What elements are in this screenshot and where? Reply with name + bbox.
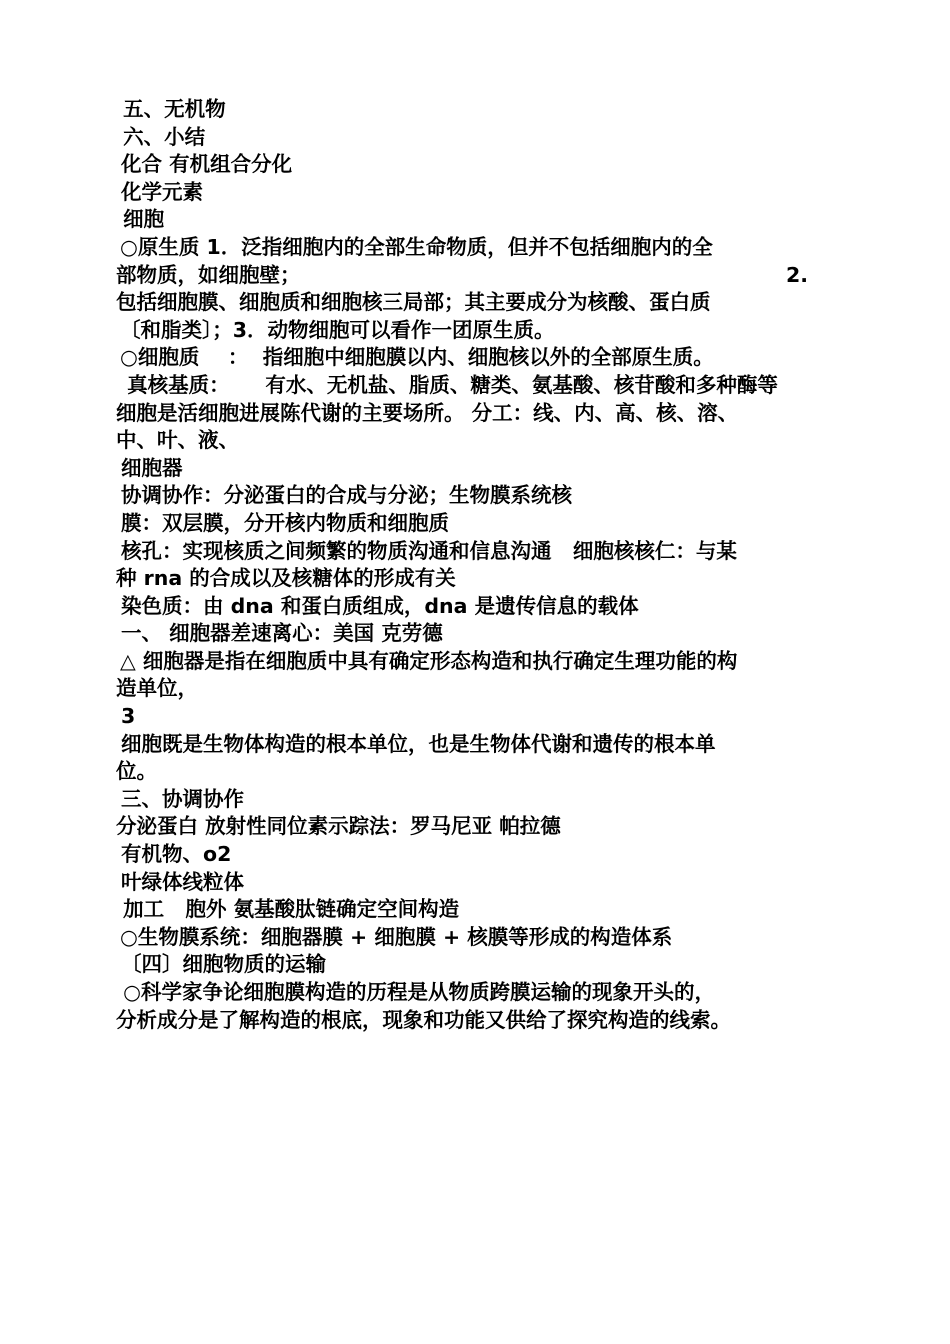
text-line: 分析成分是了解构造的根底，现象和功能又供给了探究构造的线索。 bbox=[116, 1007, 731, 1032]
text-line: 有机物、o2 bbox=[121, 842, 232, 867]
text-segment-right: 2. bbox=[785, 262, 808, 287]
text-line: 〔和脂类〕；3．动物细胞可以看作一团原生质。 bbox=[120, 317, 555, 342]
text-line: ○生物膜系统：细胞器膜 + 细胞膜 + 核膜等形成的构造体系 bbox=[120, 924, 673, 949]
text-line: 膜：双层膜，分开核内物质和细胞质 bbox=[121, 510, 449, 535]
text-line: 化合 有机组合分化 bbox=[121, 152, 293, 177]
text-line: 〔四〕细胞物质的运输 bbox=[121, 952, 326, 977]
text-line: 叶绿体线粒体 bbox=[121, 869, 244, 894]
text-line: 细胞器 bbox=[121, 455, 183, 480]
text-line: 一、 细胞器差速离心：美国 克劳德 bbox=[121, 621, 443, 646]
text-line: 造单位， bbox=[116, 676, 198, 701]
text-line: 位。 bbox=[116, 759, 157, 784]
text-line: ○细胞质 ： 指细胞中细胞膜以内、细胞核以外的全部原生质。 bbox=[120, 345, 714, 370]
text-line: 化学元素 bbox=[121, 179, 203, 204]
text-line: 种 rna 的合成以及核糖体的形成有关 bbox=[116, 566, 456, 591]
text-line: 分泌蛋白 放射性同位素示踪法：罗马尼亚 帕拉德 bbox=[116, 814, 561, 839]
text-line: 五、无机物 bbox=[116, 97, 226, 121]
text-line: 真核基质： 有水、无机盐、脂质、糖类、氨基酸、核苷酸和多种酶等 bbox=[120, 372, 778, 397]
text-line: 细胞是活细胞进展陈代谢的主要场所。 分工：线、内、高、核、溶、 bbox=[116, 400, 739, 425]
text-line: ○科学家争论细胞膜构造的历程是从物质跨膜运输的现象开头的， bbox=[116, 980, 716, 1004]
document-body bbox=[116, 96, 856, 1034]
text-line-split bbox=[116, 262, 808, 290]
text-line: 包括细胞膜、细胞质和细胞核三局部；其主要成分为核酸、蛋白质 bbox=[116, 290, 711, 315]
text-line: 六、小结 bbox=[116, 124, 206, 149]
text-line: 加工 胞外 氨基酸肽链确定空间构造 bbox=[116, 897, 460, 922]
text-line: 细胞既是生物体构造的根本单位，也是生物体代谢和遗传的根本单 bbox=[121, 731, 716, 756]
text-line: 协调协作：分泌蛋白的合成与分泌；生物膜系统核 bbox=[121, 483, 572, 508]
text-line: 中、叶、液、 bbox=[116, 428, 239, 453]
text-line: 三、协调协作 bbox=[121, 786, 244, 811]
text-line: 细胞 bbox=[116, 207, 165, 232]
text-line: 染色质：由 dna 和蛋白质组成，dna 是遗传信息的载体 bbox=[121, 593, 639, 618]
text-line: △ 细胞器是指在细胞质中具有确定形态构造和执行确定生理功能的构 bbox=[120, 648, 738, 673]
text-line: ○原生质 1．泛指细胞内的全部生命物质，但并不包括细胞内的全 bbox=[120, 234, 713, 259]
text-segment-left: 部物质，如细胞壁； bbox=[116, 262, 301, 287]
text-line: 3 bbox=[121, 704, 136, 729]
text-line: 核孔：实现核质之间频繁的物质沟通和信息沟通 细胞核核仁：与某 bbox=[121, 538, 737, 563]
